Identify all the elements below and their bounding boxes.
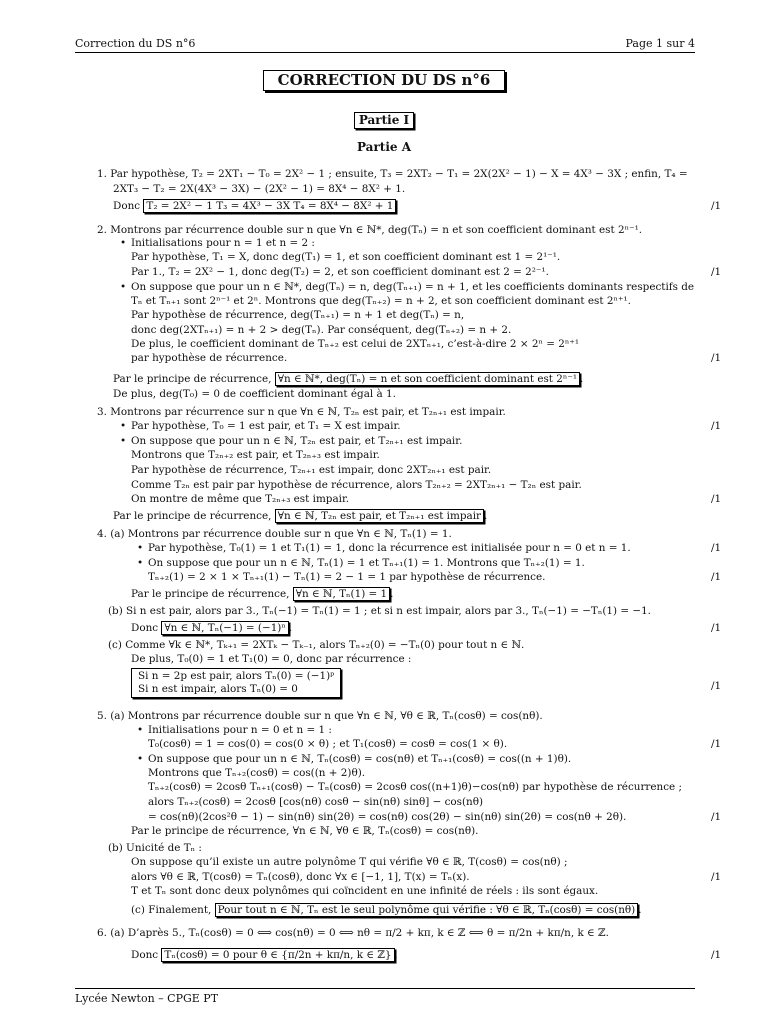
text-line: • Initialisations pour n = 1 et n = 2 : xyxy=(131,236,315,251)
boxed-result-line xyxy=(113,372,583,387)
text-line: Tₙ et Tₙ₊₁ sont 2ⁿ⁻¹ et 2ⁿ. Montrons que deg(Tₙ₊₂) = n + 2, et son coefficient dominant est 2ⁿ⁺¹. xyxy=(131,295,631,307)
text-line: 2XT₃ − T₂ = 2X(4X³ − 3X) − (2X² − 1) = 8X⁴ − 8X² + 1. xyxy=(113,183,406,195)
text-line: 6. (a) D’après 5., Tₙ(cosθ) = 0 ⟺ cos(nθ) = 0 ⟺ nθ = π/2 + kπ, k ∈ ℤ ⟺ θ = π/2n + kπ/n, k ∈ ℤ. xyxy=(97,927,609,939)
text-line: 1. Par hypothèse, T₂ = 2XT₁ − T₀ = 2X² − 1 ; ensuite, T₃ = 2XT₂ − T₁ = 2X(2X² − 1) − X = 4X³ − 3X ; enfin, T₄ = xyxy=(97,168,688,180)
header-left: Correction du DS n°6 xyxy=(75,37,196,50)
page-footer: Lycée Newton – CPGE PT xyxy=(75,988,695,1006)
score-mark: /1 xyxy=(711,542,722,554)
text-line: De plus, le coefficient dominant de Tₙ₊₂ est celui de 2XTₙ₊₁, c’est-à-dire 2 × 2ⁿ = 2ⁿ⁺¹ xyxy=(131,338,580,350)
boxed-result-line xyxy=(131,621,292,636)
text-line: donc deg(2XTₙ₊₁) = n + 2 > deg(Tₙ). Par conséquent, deg(Tₙ₊₂) = n + 2. xyxy=(131,324,512,336)
text-line: 4. (a) Montrons par récurrence double sur n que ∀n ∈ ℕ, Tₙ(1) = 1. xyxy=(97,528,452,540)
text-line: (c) Comme ∀k ∈ ℕ*, Tₖ₊₁ = 2XTₖ − Tₖ₋₁, alors Tₙ₊₂(0) = −Tₙ(0) pour tout n ∈ ℕ. xyxy=(108,639,525,651)
text-line: (b) Unicité de Tₙ : xyxy=(108,842,202,854)
result-suffix: . xyxy=(484,510,488,522)
score-mark: /1 xyxy=(711,266,722,278)
text-line: Par hypothèse de récurrence, deg(Tₙ₊₁) = n + 1 et deg(Tₙ) = n, xyxy=(131,309,465,321)
text-line: Par hypothèse de récurrence, T₂ₙ₊₁ est impair, donc 2XT₂ₙ₊₁ est pair. xyxy=(131,464,492,476)
text-line: alors Tₙ₊₂(cosθ) = 2cosθ [cos(nθ) cosθ − sin(nθ) sinθ] − cos(nθ) xyxy=(148,796,484,808)
score-mark: /1 xyxy=(711,352,722,364)
text-line: Montrons que T₂ₙ₊₂ est pair, et T₂ₙ₊₃ est impair. xyxy=(131,449,380,461)
text-line: Par 1., T₂ = 2X² − 1, donc deg(T₂) = 2, et son coefficient dominant est 2 = 2²⁻¹. xyxy=(131,266,549,278)
text-line: • On suppose que pour un n ∈ ℕ, Tₙ(1) = 1 et Tₙ₊₁(1) = 1. Montrons que Tₙ₊₂(1) = 1. xyxy=(148,556,585,571)
text-line: • Par hypothèse, T₀(1) = 1 et T₁(1) = 1, donc la récurrence est initialisée pour n = 0 et n = 1. xyxy=(148,541,631,556)
result-prefix: Par le principe de récurrence, xyxy=(113,373,275,385)
score-mark: /1 xyxy=(711,871,722,883)
boxed-result-line xyxy=(131,948,398,963)
result-box: T₂ = 2X² − 1 T₃ = 4X³ − 3X T₄ = 8X⁴ − 8X² + 1 xyxy=(143,199,396,213)
boxed-result-line xyxy=(131,587,393,602)
document-title: CORRECTION DU DS n°6 xyxy=(263,70,506,91)
boxed-result-line xyxy=(113,199,396,214)
text-line: Montrons que Tₙ₊₂(cosθ) = cos((n + 2)θ). xyxy=(148,767,366,779)
result-box: Tₙ(cosθ) = 0 pour θ ∈ {π/2n + kπ/n, k ∈ ℤ} xyxy=(161,948,394,962)
text-line: • On suppose que pour un n ∈ ℕ, T₂ₙ est pair, et T₂ₙ₊₁ est impair. xyxy=(131,434,462,449)
text-line: • On suppose que pour un n ∈ ℕ, Tₙ(cosθ) = cos(nθ) et Tₙ₊₁(cosθ) = cos((n + 1)θ). xyxy=(148,752,571,767)
score-mark: /1 xyxy=(711,622,722,634)
result-suffix: . xyxy=(288,622,293,634)
result-suffix: . xyxy=(394,949,398,961)
text-line: Par hypothèse, T₁ = X, donc deg(T₁) = 1, et son coefficient dominant est 1 = 2¹⁻¹. xyxy=(131,251,561,263)
score-mark: /1 xyxy=(711,680,722,692)
page-header xyxy=(75,36,695,53)
result-prefix: Par le principe de récurrence, xyxy=(131,588,293,600)
score-mark: /1 xyxy=(711,949,722,961)
text-line: T et Tₙ sont donc deux polynômes qui coïncident en une infinité de réels : ils sont égaux. xyxy=(131,885,599,897)
header-page-number: Page 1 sur 4 xyxy=(625,37,695,50)
text-line: • Initialisations pour n = 0 et n = 1 : xyxy=(148,723,332,738)
result-prefix: Donc xyxy=(131,622,162,634)
score-mark: /1 xyxy=(711,493,722,505)
result-prefix: Donc xyxy=(131,949,162,961)
score-mark: /1 xyxy=(711,571,722,583)
text-line: 5. (a) Montrons par récurrence double sur n que ∀n ∈ ℕ, ∀θ ∈ ℝ, Tₙ(cosθ) = cos(nθ). xyxy=(97,710,543,722)
text-line: T₀(cosθ) = 1 = cos(0) = cos(0 × θ) ; et T₁(cosθ) = cosθ = cos(1 × θ). xyxy=(148,738,508,750)
score-mark: /1 xyxy=(711,811,722,823)
result-box: ∀n ∈ ℕ, Tₙ(1) = 1 xyxy=(293,587,390,601)
text-line: • On suppose que pour un n ∈ ℕ*, deg(Tₙ) = n, deg(Tₙ₊₁) = n + 1, et les coefficients dominants respectifs de xyxy=(131,280,694,295)
text-line: Par le principe de récurrence, ∀n ∈ ℕ, ∀θ ∈ ℝ, Tₙ(cosθ) = cos(nθ). xyxy=(131,825,479,837)
result-suffix: . xyxy=(580,373,584,385)
result-suffix: . xyxy=(638,904,642,916)
result-prefix: Donc xyxy=(113,200,144,212)
result-prefix: (c) Finalement, xyxy=(131,904,215,916)
result-box: ∀n ∈ ℕ, Tₙ(−1) = (−1)ⁿ xyxy=(161,621,288,635)
boxed-result-line xyxy=(131,903,642,918)
score-mark: /1 xyxy=(711,200,722,212)
text-line: • Par hypothèse, T₀ = 1 est pair, et T₁ = X est impair. xyxy=(131,419,401,434)
text-line: 2. Montrons par récurrence double sur n que ∀n ∈ ℕ*, deg(Tₙ) = n et son coefficient dominant est 2ⁿ⁻¹. xyxy=(97,224,643,236)
boxed-result-line xyxy=(113,509,487,524)
subpart-heading: Partie A xyxy=(356,140,412,154)
text-line: On suppose qu’il existe un autre polynôme T qui vérifie ∀θ ∈ ℝ, T(cosθ) = cos(nθ) ; xyxy=(131,856,568,868)
result-prefix: Par le principe de récurrence, xyxy=(113,510,275,522)
result-box: ∀n ∈ ℕ, T₂ₙ est pair, et T₂ₙ₊₁ est impair xyxy=(275,509,484,523)
result-line: Si n est impair, alors Tₙ(0) = 0 xyxy=(138,683,298,695)
text-line: (b) Si n est pair, alors par 3., Tₙ(−1) = Tₙ(1) = 1 ; et si n est impair, alors par 3., Tₙ(−1) = −Tₙ(1) = −1. xyxy=(108,605,651,617)
score-mark: /1 xyxy=(711,738,722,750)
part-heading: Partie I xyxy=(354,112,414,129)
result-suffix: . xyxy=(390,588,394,600)
result-box: Pour tout n ∈ ℕ, Tₙ est le seul polynôme qui vérifie : ∀θ ∈ ℝ, Tₙ(cosθ) = cos(nθ) xyxy=(215,903,639,917)
text-line: Tₙ₊₂(cosθ) = 2cosθ Tₙ₊₁(cosθ) − Tₙ(cosθ) = 2cosθ cos((n+1)θ)−cos(nθ) par hypothèse de récurrence ; xyxy=(148,781,683,793)
text-line: De plus, deg(T₀) = 0 de coefficient dominant égal à 1. xyxy=(113,388,396,400)
result-box-parity xyxy=(131,668,341,698)
text-line: Comme T₂ₙ est pair par hypothèse de récurrence, alors T₂ₙ₊₂ = 2XT₂ₙ₊₁ − T₂ₙ est pair. xyxy=(131,479,582,491)
text-line: On montre de même que T₂ₙ₊₃ est impair. xyxy=(131,493,350,505)
text-line: = cos(nθ)(2cos²θ − 1) − sin(nθ) sin(2θ) = cos(nθ) cos(2θ) − sin(nθ) sin(2θ) = cos(nθ + 2θ). xyxy=(148,811,627,823)
text-line: Tₙ₊₂(1) = 2 × 1 × Tₙ₊₁(1) − Tₙ(1) = 2 − 1 = 1 par hypothèse de récurrence. xyxy=(148,571,546,583)
result-line: Si n = 2p est pair, alors Tₙ(0) = (−1)ᵖ xyxy=(138,670,335,682)
text-line: 3. Montrons par récurrence sur n que ∀n ∈ ℕ, T₂ₙ est pair, et T₂ₙ₊₁ est impair. xyxy=(97,406,506,418)
text-line: alors ∀θ ∈ ℝ, T(cosθ) = Tₙ(cosθ), donc ∀x ∈ [−1, 1], T(x) = Tₙ(x). xyxy=(131,871,470,883)
result-box: ∀n ∈ ℕ*, deg(Tₙ) = n et son coefficient dominant est 2ⁿ⁻¹ xyxy=(275,372,580,386)
text-line: De plus, T₀(0) = 1 et T₁(0) = 0, donc par récurrence : xyxy=(131,653,412,665)
score-mark: /1 xyxy=(711,420,722,432)
text-line: par hypothèse de récurrence. xyxy=(131,352,288,364)
